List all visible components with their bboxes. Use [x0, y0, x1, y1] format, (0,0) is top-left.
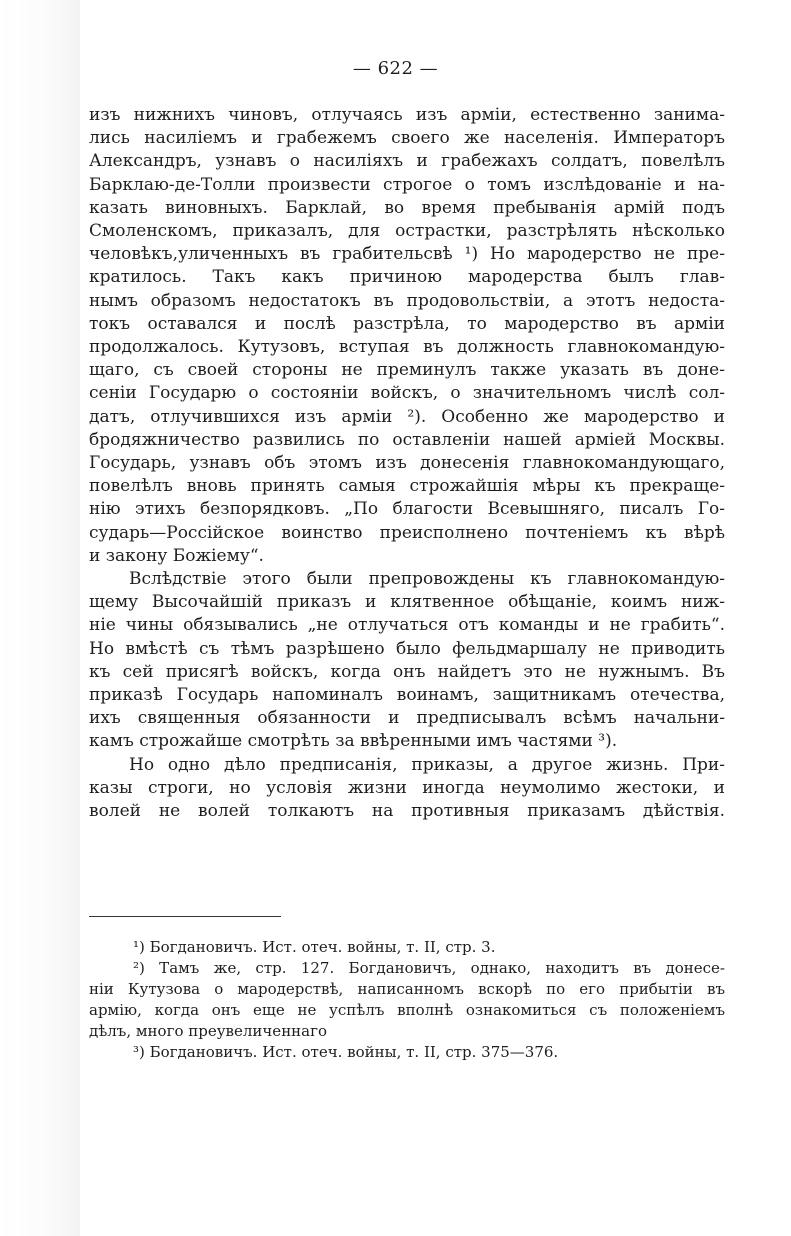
- text-line: кратилось. Такъ какъ причиною мародерства былъ глав-: [89, 267, 725, 288]
- text-line: бродяжничество развились по оставленіи нашей арміей Москвы.: [89, 429, 725, 450]
- text-line: нію этихъ безпорядковъ. „По благости Всевышняго, писалъ Го-: [89, 499, 725, 520]
- text-line: человѣкъ,уличенныхъ въ грабительсвѣ ¹) Но мародерство не пре-: [89, 244, 725, 265]
- text-line: щаго, съ своей стороны не преминулъ также указать въ доне-: [89, 360, 725, 381]
- text-line: приказѣ Государь напоминалъ воинамъ, защитникамъ отечества,: [89, 685, 725, 706]
- footnote-line: ²) Тамъ же, стр. 127. Богдановичъ, однако, находитъ въ донесе-: [133, 959, 725, 977]
- text-line: волей не волей толкаютъ на противныя приказамъ дѣйствія.: [89, 801, 725, 822]
- text-line: казы строги, но условія жизни иногда неумолимо жестоки, и: [89, 777, 725, 798]
- text-line: лись насиліемъ и грабежемъ своего же населенія. Императоръ: [89, 128, 725, 149]
- text-line: и закону Божіему“.: [89, 545, 264, 566]
- text-line: къ сей присягѣ войскъ, когда онъ найдетъ это не нужнымъ. Въ: [89, 661, 725, 682]
- text-line: Александръ, узнавъ о насиліяхъ и грабежахъ солдатъ, повелѣлъ: [89, 151, 725, 172]
- text-line: камъ строжайше смотрѣть за ввѣренными имъ частями ³).: [89, 731, 618, 752]
- footnote-line: ³) Богдановичъ. Ист. отеч. войны, т. II, стр. 375—376.: [133, 1043, 559, 1061]
- text-line: Барклаю-де-Толли произвести строгое о томъ изслѣдованіе и на-: [89, 174, 725, 195]
- footnote-divider: [89, 916, 281, 917]
- text-line: ихъ священныя обязанности и предписывалъ всѣмъ начальни-: [89, 708, 725, 729]
- text-line: Но вмѣстѣ съ тѣмъ разрѣшено было фельдмаршалу не приводить: [89, 638, 725, 659]
- scan-margin-shading: [0, 0, 80, 1236]
- text-line: ніе чины обязывались „не отлучаться отъ команды и не грабить“.: [89, 615, 725, 636]
- text-line: Вслѣдствіе этого были препровождены къ главнокомандую-: [129, 569, 725, 590]
- text-line: токъ оставался и послѣ разстрѣла, то мародерство въ арміи: [89, 313, 725, 334]
- text-line: продолжалось. Кутузовъ, вступая въ должность главнокомандую-: [89, 337, 725, 358]
- page-number: — 622 —: [352, 58, 439, 79]
- footnote-line: ніи Кутузова о мародерствѣ, написанномъ вскорѣ по его прибытіи въ: [89, 980, 725, 998]
- main-text: [89, 104, 725, 823]
- text-line: Смоленскомъ, приказалъ, для острастки, разстрѣлять нѣсколько: [89, 221, 725, 242]
- footnotes: [89, 937, 725, 1063]
- text-line: датъ, отлучившихся изъ арміи ²). Особенно же мародерство и: [89, 406, 725, 427]
- text-line: щему Высочайшій приказъ и клятвенное обѣщаніе, коимъ ниж-: [89, 592, 725, 613]
- text-line: нымъ образомъ недостатокъ въ продовольствіи, а этотъ недоста-: [89, 290, 725, 311]
- footnote-line: армію, когда онъ еще не успѣлъ вполнѣ ознакомиться съ положеніемъ: [89, 1001, 725, 1019]
- text-line: изъ нижнихъ чиновъ, отлучаясь изъ арміи, естественно занима-: [89, 105, 725, 125]
- text-line: казать виновныхъ. Барклай, во время пребыванія армій подъ: [89, 197, 725, 218]
- text-line: Государь, узнавъ объ этомъ изъ донесенія главнокомандующаго,: [89, 453, 725, 474]
- text-line: сударь—Россійское воинство преисполнено почтеніемъ къ вѣрѣ: [89, 522, 725, 543]
- text-line: сеніи Государю о состояніи войскъ, о значительномъ числѣ сол-: [89, 383, 725, 404]
- text-line: повелѣлъ вновь принять самыя строжайшія мѣры къ прекраще-: [89, 476, 725, 497]
- footnote-line: дѣлъ, много преувеличеннаго: [89, 1022, 328, 1040]
- text-line: Но одно дѣло предписанія, приказы, а другое жизнь. При-: [129, 754, 725, 775]
- footnote-line: ¹) Богдановичъ. Ист. отеч. войны, т. II, стр. 3.: [133, 938, 496, 956]
